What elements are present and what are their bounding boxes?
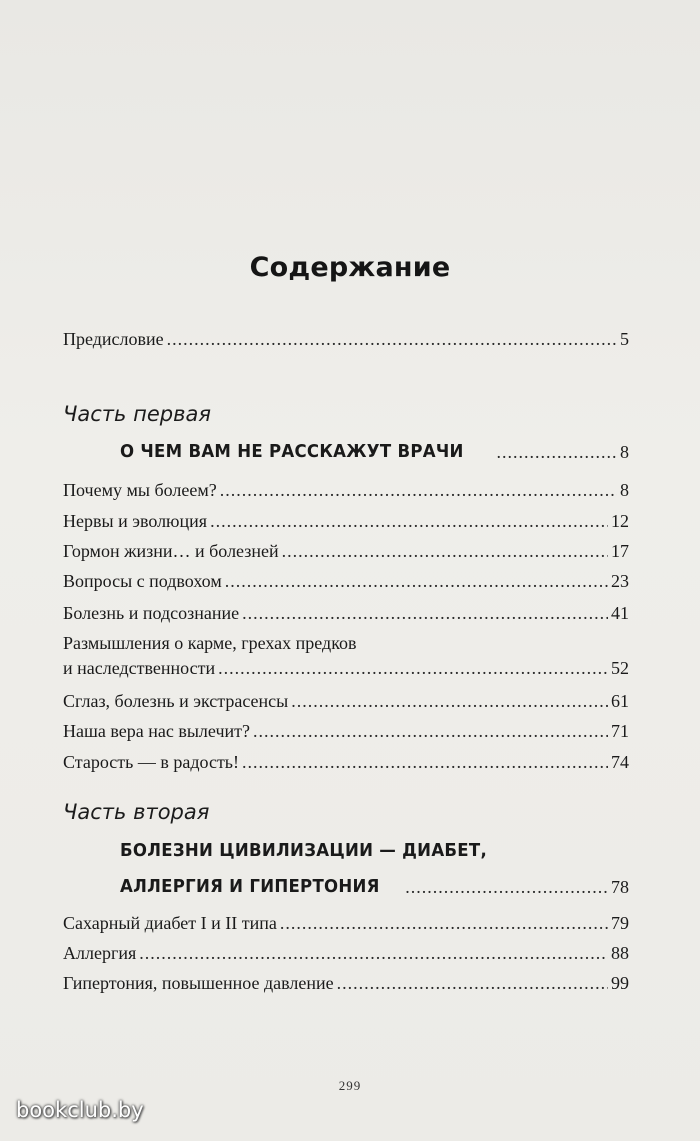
- toc-entry: [63, 539, 629, 563]
- toc-page-number: 23: [611, 571, 629, 591]
- toc-page-number: 8: [620, 442, 629, 462]
- dot-leader: [220, 478, 617, 502]
- dot-leader: [497, 440, 617, 464]
- toc-entry: [63, 941, 629, 965]
- toc-page-number: 8: [620, 480, 629, 500]
- toc-entry-first-line: Размышления о карме, грехах предков: [63, 633, 357, 653]
- dot-leader: [242, 750, 608, 774]
- dot-leader: [167, 327, 617, 351]
- toc-page-number: 41: [611, 603, 629, 623]
- toc-entry-label: Предисловие: [63, 329, 164, 349]
- toc-chapter-title: О ЧЕМ ВАМ НЕ РАССКАЖУТ ВРАЧИ: [120, 441, 464, 462]
- toc-page-number: 52: [611, 658, 629, 678]
- toc-entry: [63, 656, 629, 680]
- dot-leader: [337, 971, 608, 995]
- dot-leader: [280, 911, 608, 935]
- dot-leader: [225, 569, 608, 593]
- dot-leader: [242, 601, 608, 625]
- toc-entry-label: Сахарный диабет I и II типа: [63, 913, 277, 933]
- toc-entry: [63, 478, 629, 502]
- toc-page-number: 17: [611, 541, 629, 561]
- toc-chapter-title: АЛЛЕРГИЯ И ГИПЕРТОНИЯ: [120, 876, 380, 897]
- dot-leader: [405, 875, 608, 899]
- toc-page-number: 12: [611, 511, 629, 531]
- dot-leader: [253, 719, 608, 743]
- page-folio-number: 299: [338, 1078, 362, 1093]
- dot-leader: [218, 656, 608, 680]
- toc-entry-label: Гормон жизни… и болезней: [63, 541, 279, 561]
- watermark-logo: bookclub.by: [16, 1098, 144, 1122]
- page-title: Содержание: [249, 252, 451, 283]
- dot-leader: [282, 539, 608, 563]
- toc-entry: [63, 971, 629, 995]
- toc-page-number: 61: [611, 691, 629, 711]
- toc-entry-label: Почему мы болеем?: [63, 480, 217, 500]
- toc-page-number: 88: [611, 943, 629, 963]
- dot-leader: [139, 941, 608, 965]
- toc-entry: [63, 689, 629, 713]
- toc-page-number: 5: [620, 329, 629, 349]
- toc-page-number: 79: [611, 913, 629, 933]
- toc-page-number: 71: [611, 721, 629, 741]
- toc-entry: [63, 719, 629, 743]
- toc-entry-preface: [63, 327, 629, 351]
- toc-entry-label: Наша вера нас вылечит?: [63, 721, 250, 741]
- toc-entry-label: Старость — в радость!: [63, 752, 240, 772]
- toc-chapter-title-first-line: БОЛЕЗНИ ЦИВИЛИЗАЦИИ — ДИАБЕТ,: [120, 840, 488, 861]
- toc-page-number: 99: [611, 973, 629, 993]
- toc-page-number: 78: [611, 877, 629, 897]
- dot-leader: [210, 509, 608, 533]
- toc-entry-label: Болезнь и подсознание: [63, 603, 240, 623]
- toc-entry-label: и наследственности: [63, 658, 216, 678]
- toc-entry-label: Нервы и эволюция: [63, 511, 208, 531]
- toc-entry-label: Аллергия: [63, 943, 137, 963]
- toc-chapter-part-one: [120, 440, 629, 464]
- toc-entry: [63, 911, 629, 935]
- dot-leader: [291, 689, 608, 713]
- toc-entry-label: Сглаз, болезнь и экстрасенсы: [63, 691, 289, 711]
- toc-chapter-part-two: [120, 875, 629, 899]
- toc-entry-label: Гипертония, повышенное давление: [63, 973, 334, 993]
- toc-entry: [63, 750, 629, 774]
- part-one-label: Часть первая: [63, 402, 211, 426]
- toc-entry: [63, 569, 629, 593]
- toc-entry: [63, 601, 629, 625]
- toc-page-number: 74: [611, 752, 629, 772]
- part-two-label: Часть вторая: [63, 800, 210, 824]
- toc-entry: [63, 509, 629, 533]
- toc-entry-label: Вопросы с подвохом: [63, 571, 222, 591]
